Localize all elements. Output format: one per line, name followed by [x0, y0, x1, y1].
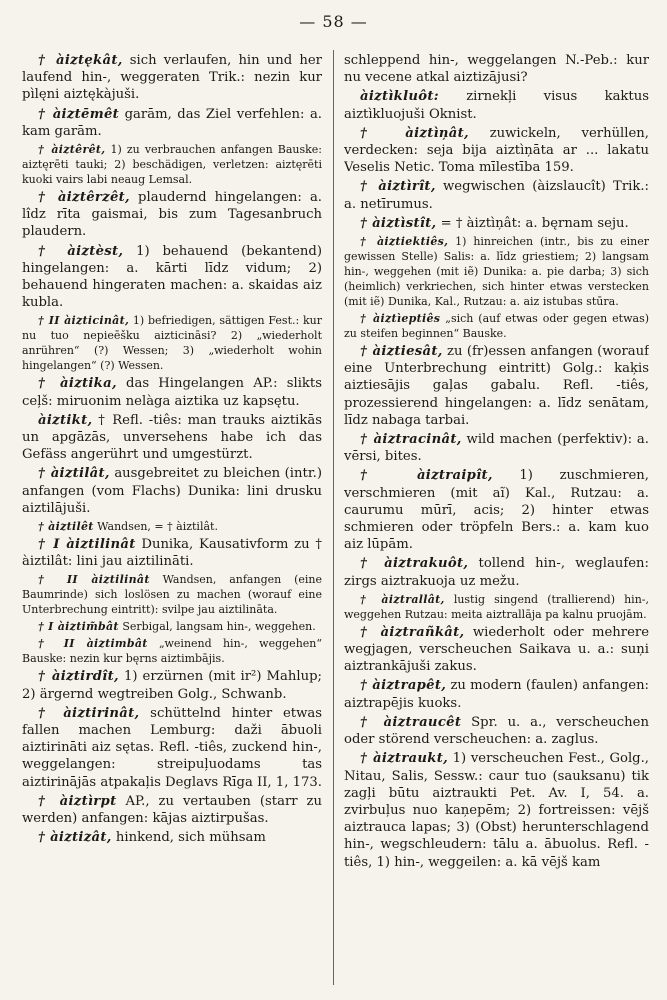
- entry-definition: wegwischen (àizslaucît) Trik.: a. netīrumus.: [344, 179, 649, 212]
- dictionary-entry: [22, 189, 322, 241]
- entry-headword: † àiztilât,: [38, 466, 110, 482]
- entry-headword: † àiztirinât,: [38, 705, 140, 721]
- entry-definition: = † àiztìņât: a. bęrnam seju.: [440, 215, 629, 231]
- entry-definition: „sich (auf etwas oder gegen etwas) zu steifen beginnen“ Bauske.: [344, 312, 649, 341]
- entry-headword: † àiztraucêt: [360, 714, 462, 730]
- entry-headword: † àiztiektiês,: [360, 235, 449, 249]
- dictionary-entry: [22, 793, 322, 827]
- entry-definition: Wandsen, = † àiztilât.: [97, 520, 218, 534]
- entry-headword: † àiztękât,: [38, 53, 123, 68]
- entry-headword: † àiztrakuôt,: [360, 556, 469, 572]
- dictionary-entry: [22, 636, 322, 666]
- dictionary-entry: [344, 750, 649, 870]
- entry-definition: zu (fr)essen anfangen (worauf eine Unterbrechung eintritt) Golg.: kaķis aiztiesājis gaļas gabalu. Refl. -tiês, prozessierend hingelangen: a. līdz senātam, līdz nabaga tarbai.: [344, 344, 649, 428]
- entry-headword: † àiztēmêt: [38, 106, 120, 122]
- dictionary-entry: [22, 519, 322, 534]
- entry-definition: zuwickeln, verhüllen, verdecken: seja bija aiztìņāta ar ... lakatu Veselis Netic. Toma mīlestība 159.: [344, 125, 649, 176]
- entry-headword: † àiztraipît,: [360, 468, 493, 484]
- entry-headword: † àiztìrpt: [38, 793, 117, 809]
- dictionary-entry: [344, 234, 649, 309]
- entry-definition: Spr. u. a., verscheuchen oder störend verscheuchen: a. zaglus.: [344, 714, 649, 748]
- page-number: — 58 —: [299, 12, 368, 31]
- entry-headword: àiztìkluôt:: [360, 89, 439, 105]
- dictionary-entry: [22, 142, 322, 187]
- entry-headword: † àiztìstît,: [360, 215, 437, 231]
- entry-definition: Dunika, Kausativform zu † àiztilât: lini jau aiztilināti.: [22, 537, 322, 570]
- dictionary-entry: [344, 125, 649, 177]
- dictionary-entry: [344, 311, 649, 341]
- dictionary-entry: [344, 431, 649, 465]
- entry-definition: zu modern (faulen) anfangen: aiztrapējis kuoks.: [344, 678, 649, 711]
- entry-headword: † II àizticinât,: [38, 314, 130, 328]
- dictionary-entry: [22, 668, 322, 702]
- dictionary-entry: [22, 243, 322, 312]
- entry-headword: † àiztirdît,: [38, 669, 119, 685]
- dictionary-entry: [22, 465, 322, 517]
- entry-definition: 1) verscheuchen Fest., Golg., Nitau, Salis, Sessw.: caur tuo (sauksanu) tik zagļi būtu aiztraukti Pet. Av. I, 54. a. zvirbuļus nuo kaņepēm; 2) fortreissen: vējš aiztrauca lapas; 3) (Obst) herunterschlagend hin-, wegschleudern: tālu a. ābuolus. Refl. -tiês, 1) hin-, weggeilen: a. kā vējš kam: [344, 751, 649, 870]
- dictionary-entry: [22, 313, 322, 373]
- entry-definition: tollend hin-, weglaufen: zirgs aiztrakuoja uz mežu.: [344, 556, 649, 589]
- entry-definition: † Refl. -tiês: man trauks aiztikās un apgāzās, unversehens habe ich das Gefäss angerührt und umgestürzt.: [22, 412, 322, 463]
- dictionary-entry: [22, 829, 322, 846]
- entry-definition: sich verlaufen, hin und her laufend hin-, weggeraten Trik.: nezin kur pìlęni aiztękàjuši.: [22, 53, 322, 103]
- entry-definition: das Hingelangen AP.: slikts ceļš: miruonim nelàga aiztika uz kapsętu.: [22, 376, 322, 409]
- entry-headword: † àiztrapêt,: [360, 678, 447, 694]
- entry-headword: † àiztilêt: [38, 520, 94, 534]
- entry-definition: plaudernd hingelangen: a. lîdz rīta gaismai, bis zum Tagesanbruch plaudern.: [22, 190, 322, 240]
- right-column: [344, 52, 649, 992]
- entry-headword: † àiztraukt,: [360, 751, 449, 767]
- entry-headword: † àiztìrît,: [360, 179, 436, 195]
- dictionary-entry: [344, 88, 649, 122]
- entry-headword: † àiztèst,: [38, 243, 124, 259]
- entry-definition: 1) erzürnen (mit ir²) Mahlup; 2) ärgernd wegtreiben Golg., Schwanb.: [22, 669, 322, 702]
- entry-headword: † I àiztim̃bât: [38, 620, 119, 634]
- dictionary-entry: [344, 624, 649, 676]
- entry-headword: † II àiztimbât: [38, 637, 148, 651]
- entry-definition: wild machen (perfektiv): a. vērsi, bites.: [344, 432, 649, 465]
- dictionary-entry: [344, 52, 649, 86]
- entry-definition: 1) behauend (bekantend) hingelangen: a. kārti līdz vidum; 2) behauend hingeraten machen: a. skaidas aiz kubla.: [22, 243, 322, 311]
- column-divider: [333, 50, 334, 985]
- entry-definition: ausgebreitet zu bleichen (intr.) anfangen (vom Flachs) Dunika: lini drusku aiztilājuši.: [22, 466, 322, 516]
- entry-definition: 1) hinreichen (intr., bis zu einer gewissen Stelle) Salis: a. līdz griestiem; 2) langsam hin-, weggehen (mit iẽ) Dunika: a. pie darba; 3) sich (heimlich) verkriechen, sich hinter etwas verstecken (mit iẽ) Dunika, Kal., Rutzau: a. aiz istubas stūra.: [344, 235, 649, 309]
- dictionary-entry: [344, 592, 649, 622]
- left-column: [22, 52, 322, 992]
- entry-headword: † àiztracinât,: [360, 432, 462, 448]
- dictionary-entry: [22, 619, 322, 634]
- entry-headword: † àiztika,: [38, 376, 117, 392]
- entry-headword: † àiztìņât,: [360, 125, 469, 141]
- entry-headword: àiztikt,: [38, 412, 93, 428]
- entry-definition: AP., zu vertauben (starr zu werden) anfangen: kājas aiztirpušas.: [22, 793, 322, 827]
- dictionary-entry: [22, 572, 322, 617]
- entry-definition: garām, das Ziel verfehlen: a. kam garām.: [22, 106, 322, 139]
- entry-headword: † àiztrallât,: [360, 592, 445, 606]
- entry-definition: lustig singend (trallierend) hin-, weggehen Rutzau: meita aiztrallāja pa kalnu pruojām.: [344, 592, 649, 621]
- dictionary-entry: [344, 343, 649, 429]
- dictionary-entry: [22, 412, 322, 464]
- entry-definition: Serbigal, langsam hin-, weggehen.: [122, 620, 316, 634]
- entry-headword: † àiztìeptiês: [360, 312, 441, 326]
- dictionary-entry: [22, 536, 322, 570]
- entry-definition: schüttelnd hinter etwas fallen machen Lemburg: daži ābuoli aiztirināti aiz sętas. Refl. -tiês, zuckend hin-, weggelangen: streipuļuodams tas aiztirinājās atpakaļis Deglavs Rīga II, 1, 173.: [22, 705, 322, 790]
- entry-headword: † àiztizât,: [38, 830, 112, 846]
- dictionary-entry: [22, 106, 322, 140]
- entry-definition: 1) befriedigen, sättigen Fest.: kur nu tuo nepieēšku aizticināsi? 2) „wiederholt anrühren“ (?) Wessen; 3) „wiederholt wohin hingelangen“ (?) Wessen.: [22, 314, 322, 373]
- entry-definition: Wandsen, anfangen (eine Baumrinde) sich loslösen zu machen (worauf eine Unterbrechung eintritt): svilpe jau aiztilināta.: [22, 573, 322, 617]
- entry-headword: † àiztrañkât,: [360, 624, 465, 640]
- entry-definition: wiederholt oder mehrere wegjagen, verscheuchen Saikava u. a.: suņi aiztrankājuši zakus.: [344, 624, 649, 675]
- dictionary-entry: [344, 677, 649, 711]
- dictionary-entry: [22, 52, 322, 104]
- dictionary-entry: [344, 467, 649, 553]
- dictionary-entry: [344, 714, 649, 748]
- entry-definition: hinkend, sich mühsam: [115, 830, 266, 846]
- dictionary-entry: [344, 178, 649, 212]
- entry-headword: † àiztiesât,: [360, 344, 443, 360]
- entry-definition: 1) zu verbrauchen anfangen Bauske: aiztęrēti tauki; 2) beschädigen, verletzen: aiztęrēti kuoki vairs labi neaug Lemsal.: [22, 143, 322, 187]
- entry-headword: † àiztêrêt,: [38, 143, 106, 157]
- entry-headword: † II àiztilinât: [38, 573, 150, 587]
- entry-definition: schleppend hin-, weggelangen N.-Peb.: kur nu vecene atkal aiztizājusi?: [344, 53, 649, 86]
- entry-headword: † àiztêrzêt,: [38, 190, 130, 206]
- entry-definition: 1) zuschmieren, verschmieren (mit aĩ) Kal., Rutzau: a. caurumu mūrī, acis; 2) hinter etwas schmieren oder tröpfeln Bers.: a. kam kuo aiz lūpām.: [344, 468, 649, 553]
- dictionary-entry: [344, 215, 649, 232]
- dictionary-entry: [22, 705, 322, 791]
- entry-definition: „weinend hin-, weggehen“ Bauske: nezin kur bęrns aiztimbājis.: [22, 637, 322, 666]
- entry-headword: † I àiztilinât: [38, 537, 136, 553]
- entry-definition: zirnekļi visus kaktus aiztìkluojuši Oknist.: [344, 89, 649, 122]
- dictionary-entry: [344, 555, 649, 589]
- dictionary-entry: [22, 375, 322, 409]
